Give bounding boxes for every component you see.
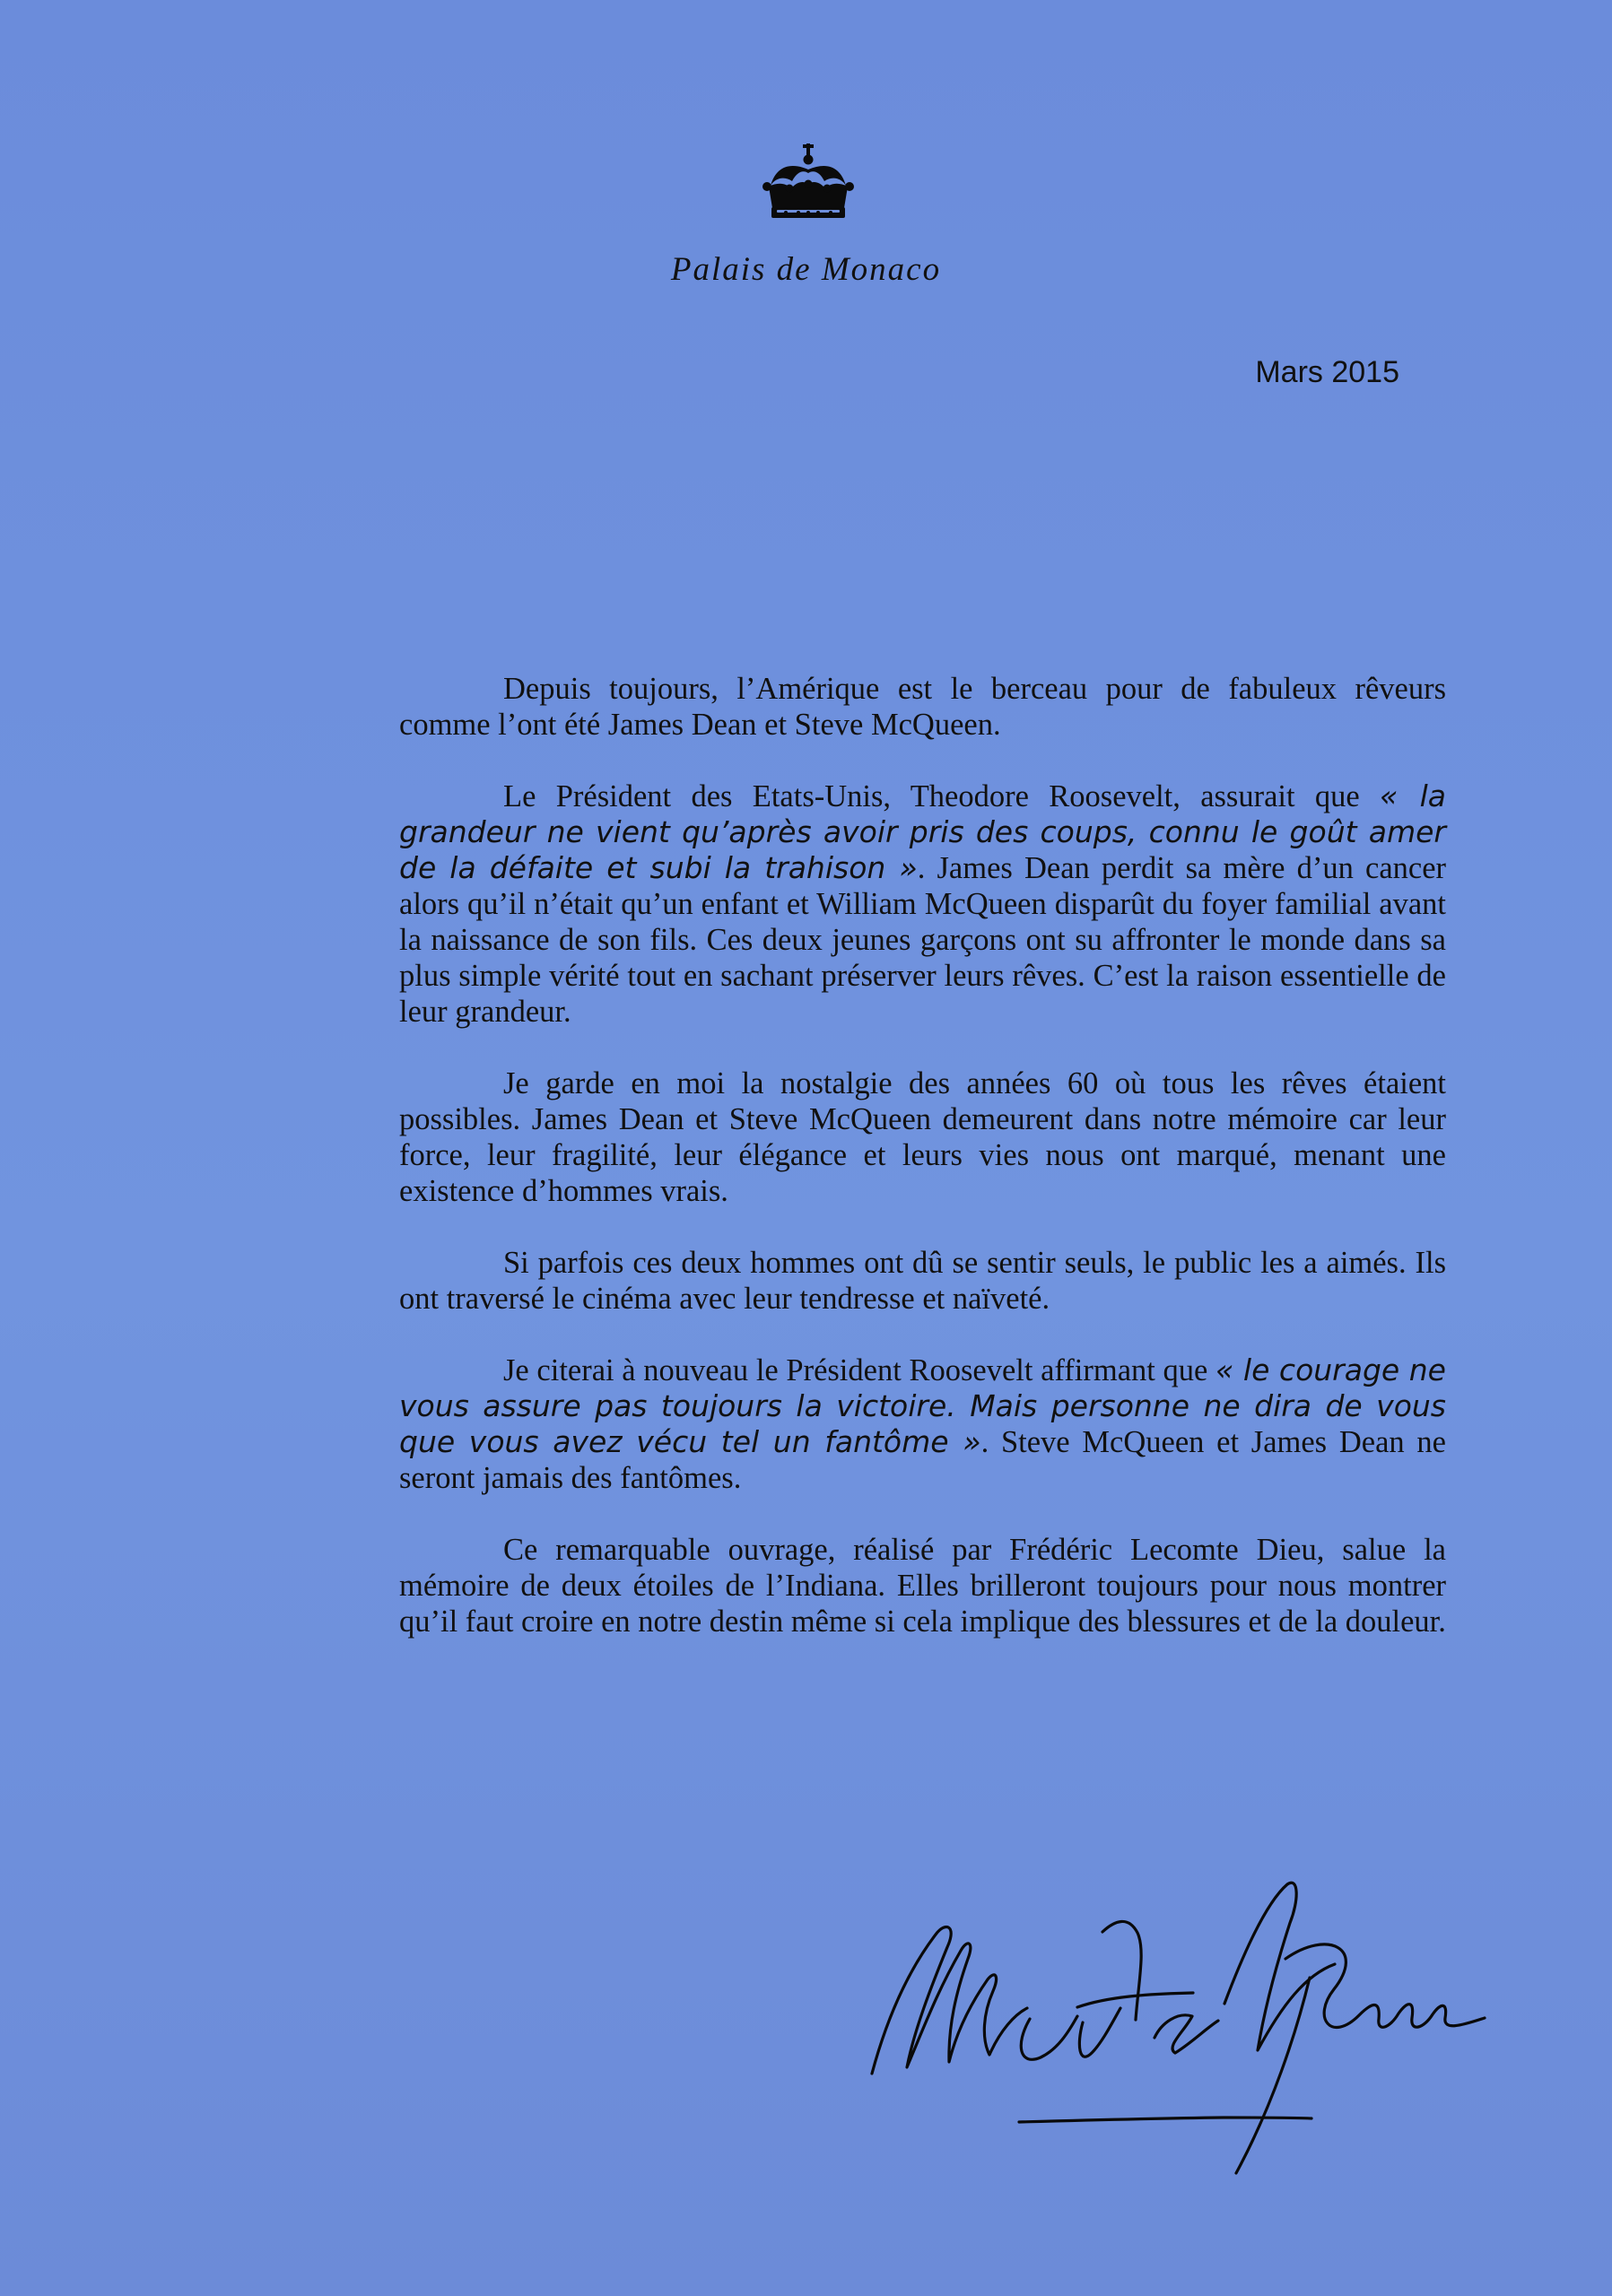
text-run: . James Dean perdit sa mère d’un cancer alors qu’il n’était qu’un enfant et William McQueen disparût du foyer familial avant la naissance de son fils. Ces deux jeunes garçons ont su affronter le monde dans sa plus simple vérité tout en sachant préserver leurs rêves. C’est la raison essentielle de leur grandeur. xyxy=(399,851,1446,1029)
text-run: . Steve McQueen et James Dean ne seront jamais des fantômes. xyxy=(399,1425,1446,1495)
text-run: Je garde en moi la nostalgie des années 60 où tous les rêves étaient possibles. James Dean et Steve McQueen demeurent dans notre mémoire car leur force, leur fragilité, leur élégance et leurs vies nous ont marqué, menant une existence d’hommes vrais. xyxy=(399,1066,1446,1208)
paragraph xyxy=(399,1352,1446,1496)
text-run: Depuis toujours, l’Amérique est le berceau pour de fabuleux rêveurs comme l’ont été James Dean et Steve McQueen. xyxy=(399,672,1446,742)
letter-date: Mars 2015 xyxy=(1255,355,1399,389)
text-run: Le Président des Etats-Unis, Theodore Roosevelt, assurait que xyxy=(503,779,1381,813)
text-run: Je citerai à nouveau le Président Roosevelt affirmant que xyxy=(503,1353,1216,1387)
paragraph xyxy=(399,1532,1446,1639)
letter-body xyxy=(399,671,1446,1639)
letterhead-name: Palais de Monaco xyxy=(670,251,942,288)
paragraph xyxy=(399,671,1446,743)
paragraph xyxy=(399,1065,1446,1209)
text-run: Si parfois ces deux hommes ont dû se sentir seuls, le public les a aimés. Ils ont traversé le cinéma avec leur tendresse et naïveté. xyxy=(399,1246,1446,1316)
crown-icon xyxy=(758,144,858,226)
quotation: « la grandeur ne vient qu’après avoir pris des coups, connu le goût amer de la défaite et subi la trahison » xyxy=(399,778,1446,885)
paragraph xyxy=(399,778,1446,1030)
text-run: Ce remarquable ouvrage, réalisé par Frédéric Lecomte Dieu, salue la mémoire de deux étoiles de l’Indiana. Elles brilleront toujours pour nous montrer qu’il faut croire en notre destin même si cela implique des blessures et de la douleur. xyxy=(399,1533,1446,1639)
signature xyxy=(857,1858,1503,2199)
quotation: « le courage ne vous assure pas toujours la victoire. Mais personne ne dira de vous que vous avez vécu tel un fantôme » xyxy=(399,1352,1446,1459)
paragraph xyxy=(399,1245,1446,1317)
